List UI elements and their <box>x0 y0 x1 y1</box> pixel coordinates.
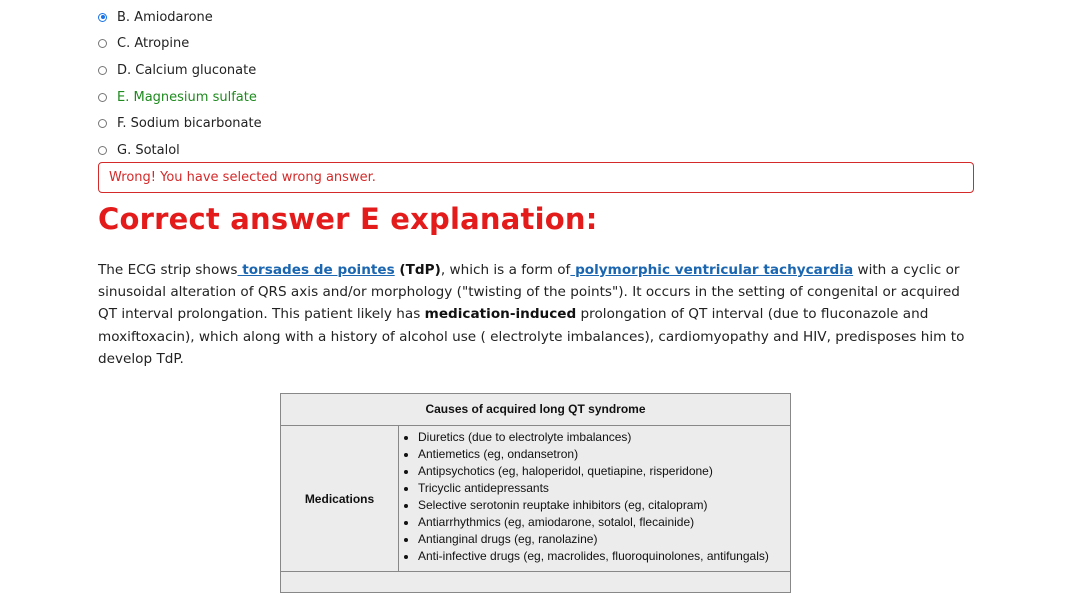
torsades-link[interactable]: torsades de pointes <box>237 262 395 278</box>
polymorphic-vt-link[interactable]: polymorphic ventricular tachycardia <box>570 262 854 278</box>
explanation-text: with a cyclic or sinusoidal alteration of QRS axis and/or morphology ("twisting of the points"). It occurs in the setting of congenital or acquired QT interval prolongation. This patient likely has <box>98 262 960 323</box>
answer-options <box>98 4 262 164</box>
radio-button[interactable] <box>98 66 107 75</box>
option-label-correct: E. Magnesium sulfate <box>117 89 257 105</box>
radio-button[interactable] <box>98 93 107 102</box>
list-item: • Antiarrhythmics (eg, amiodarone, sotalol, flecainide) <box>418 514 790 531</box>
list-item: • Antianginal drugs (eg, ranolazine) <box>418 531 790 548</box>
option-label: D. Calcium gluconate <box>117 62 257 78</box>
list-item: • Anti-infective drugs (eg, macrolides, fluoroquinolones, antifungals) <box>418 548 790 565</box>
radio-button[interactable] <box>98 39 107 48</box>
radio-button[interactable] <box>98 146 107 155</box>
explanation-heading: Correct answer E explanation: <box>98 202 598 236</box>
tdp-abbrev: (TdP) <box>394 262 441 278</box>
explanation-text: , which is a form of <box>440 262 571 278</box>
option-c[interactable] <box>98 31 262 58</box>
option-label: G. Sotalol <box>117 142 180 158</box>
option-d[interactable] <box>98 57 262 84</box>
option-g[interactable] <box>98 137 262 164</box>
explanation-paragraph <box>98 259 978 370</box>
option-label: F. Sodium bicarbonate <box>117 116 262 132</box>
table-title: Causes of acquired long QT syndrome <box>281 394 790 426</box>
option-label: C. Atropine <box>117 36 190 52</box>
list-item: • Antiemetics (eg, ondansetron) <box>418 446 790 463</box>
radio-button-checked[interactable] <box>98 13 107 22</box>
long-qt-causes-table <box>280 393 791 593</box>
list-item: • Antipsychotics (eg, haloperidol, quetiapine, risperidone) <box>418 463 790 480</box>
radio-button[interactable] <box>98 119 107 128</box>
row-content <box>399 426 790 571</box>
option-e[interactable] <box>98 84 262 111</box>
explanation-text: prolongation of QT interval (due to fluconazole and moxiftoxacin), which along with a history of alcohol use ( electrolyte imbalances), cardiomyopathy and HIV, predisposes him to develop TdP. <box>98 306 965 367</box>
list-item: • Selective serotonin reuptake inhibitors (eg, citalopram) <box>418 497 790 514</box>
list-item: • Diuretics (due to electrolyte imbalances) <box>418 429 790 446</box>
list-item: • Tricyclic antidepressants <box>418 480 790 497</box>
table-row-medications <box>281 426 790 572</box>
medication-induced-bold: medication-induced <box>424 306 577 323</box>
row-label: Medications <box>281 426 399 571</box>
option-f[interactable] <box>98 110 262 137</box>
option-label: B. Amiodarone <box>117 9 213 25</box>
option-b[interactable] <box>98 4 262 31</box>
explanation-text: The ECG strip shows <box>98 262 238 278</box>
wrong-answer-alert: Wrong! You have selected wrong answer. <box>98 162 974 193</box>
